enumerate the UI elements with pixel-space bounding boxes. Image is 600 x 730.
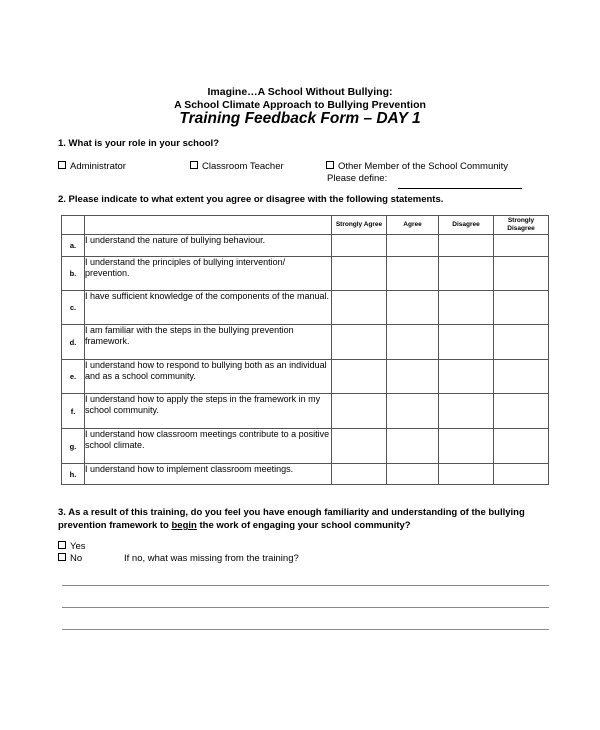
form-title: Training Feedback Form – DAY 1 xyxy=(179,110,421,127)
response-cell[interactable] xyxy=(439,235,494,257)
response-cell[interactable] xyxy=(387,394,439,429)
response-cell[interactable] xyxy=(332,394,387,429)
response-cell[interactable] xyxy=(332,360,387,394)
question-3-text: 3. As a result of this training, do you feel you have enough familiarity and understanding of the bullying prevention framework to xyxy=(58,507,525,531)
row-letter: f. xyxy=(62,394,85,429)
response-cell[interactable] xyxy=(332,464,387,485)
row-statement: I understand how to apply the steps in the framework in my school community. xyxy=(85,394,332,429)
option-administrator[interactable] xyxy=(58,161,126,172)
table-row xyxy=(62,360,549,394)
checkbox-icon[interactable] xyxy=(58,541,66,549)
option-yes[interactable] xyxy=(58,541,86,552)
question-1: 1. What is your role in your school? xyxy=(58,138,219,149)
response-cell[interactable] xyxy=(494,235,549,257)
table-row xyxy=(62,429,549,464)
table-header-row xyxy=(62,216,549,235)
answer-line[interactable] xyxy=(62,629,549,630)
row-statement: I have sufficient knowledge of the components of the manual. xyxy=(85,291,332,325)
header-letter xyxy=(62,216,85,235)
response-cell[interactable] xyxy=(332,257,387,291)
response-cell[interactable] xyxy=(494,325,549,360)
response-cell[interactable] xyxy=(494,291,549,325)
table-row xyxy=(62,325,549,360)
table-row xyxy=(62,464,549,485)
row-statement: I understand how to respond to bullying both as an individual and as a school community. xyxy=(85,360,332,394)
response-cell[interactable] xyxy=(332,325,387,360)
response-cell[interactable] xyxy=(332,429,387,464)
response-cell[interactable] xyxy=(387,291,439,325)
column-header: Disagree xyxy=(439,216,494,235)
column-header: Agree xyxy=(387,216,439,235)
row-statement: I understand the nature of bullying behaviour. xyxy=(85,235,332,257)
response-cell[interactable] xyxy=(332,291,387,325)
row-statement: I am familiar with the steps in the bullying prevention framework. xyxy=(85,325,332,360)
option-classroom-teacher-label: Classroom Teacher xyxy=(202,161,284,172)
response-cell[interactable] xyxy=(332,235,387,257)
response-cell[interactable] xyxy=(387,325,439,360)
option-administrator-label: Administrator xyxy=(70,161,126,172)
row-letter: a. xyxy=(62,235,85,257)
response-cell[interactable] xyxy=(439,429,494,464)
agreement-table xyxy=(61,215,549,485)
question-2: 2. Please indicate to what extent you agree or disagree with the following statements. xyxy=(58,194,444,205)
row-letter: g. xyxy=(62,429,85,464)
option-other-member-label: Other Member of the School Community xyxy=(338,161,509,172)
row-letter: d. xyxy=(62,325,85,360)
response-cell[interactable] xyxy=(439,291,494,325)
question-3-emphasis: begin xyxy=(171,520,197,531)
option-no[interactable] xyxy=(58,553,82,564)
table-row xyxy=(62,235,549,257)
answer-line[interactable] xyxy=(62,585,549,586)
response-cell[interactable] xyxy=(439,257,494,291)
option-no-label: No xyxy=(70,553,83,564)
checkbox-icon[interactable] xyxy=(190,161,198,169)
define-label: Please define: xyxy=(327,173,388,184)
question-3-text-end: the work of engaging your school community? xyxy=(196,520,411,531)
question-3 xyxy=(58,506,558,532)
row-statement: I understand how to implement classroom meetings. xyxy=(85,464,332,485)
checkbox-icon[interactable] xyxy=(326,161,334,169)
response-cell[interactable] xyxy=(387,235,439,257)
define-input-line[interactable] xyxy=(398,188,522,189)
response-cell[interactable] xyxy=(387,464,439,485)
column-header: Strongly Disagree xyxy=(494,216,549,235)
row-statement: I understand the principles of bullying intervention/ prevention. xyxy=(85,257,332,291)
row-letter: c. xyxy=(62,291,85,325)
row-letter: h. xyxy=(62,464,85,485)
header-statement xyxy=(85,216,332,235)
response-cell[interactable] xyxy=(387,429,439,464)
program-subtitle: A School Climate Approach to Bullying Prevention xyxy=(174,99,426,111)
response-cell[interactable] xyxy=(439,394,494,429)
response-cell[interactable] xyxy=(439,360,494,394)
response-cell[interactable] xyxy=(494,464,549,485)
table-row xyxy=(62,257,549,291)
checkbox-icon[interactable] xyxy=(58,553,66,561)
checkbox-icon[interactable] xyxy=(58,161,66,169)
response-cell[interactable] xyxy=(494,257,549,291)
response-cell[interactable] xyxy=(387,360,439,394)
option-classroom-teacher[interactable] xyxy=(190,161,284,172)
table-row xyxy=(62,394,549,429)
response-cell[interactable] xyxy=(439,464,494,485)
response-cell[interactable] xyxy=(439,325,494,360)
option-yes-label: Yes xyxy=(70,541,86,552)
row-letter: e. xyxy=(62,360,85,394)
program-title: Imagine…A School Without Bullying: xyxy=(207,86,393,98)
table-row xyxy=(62,291,549,325)
missing-prompt: If no, what was missing from the training? xyxy=(124,553,299,564)
answer-line[interactable] xyxy=(62,607,549,608)
row-statement: I understand how classroom meetings contribute to a positive school climate. xyxy=(85,429,332,464)
response-cell[interactable] xyxy=(387,257,439,291)
response-cell[interactable] xyxy=(494,360,549,394)
response-cell[interactable] xyxy=(494,429,549,464)
row-letter: b. xyxy=(62,257,85,291)
option-other-member[interactable] xyxy=(326,161,508,172)
response-cell[interactable] xyxy=(494,394,549,429)
column-header: Strongly Agree xyxy=(332,216,387,235)
